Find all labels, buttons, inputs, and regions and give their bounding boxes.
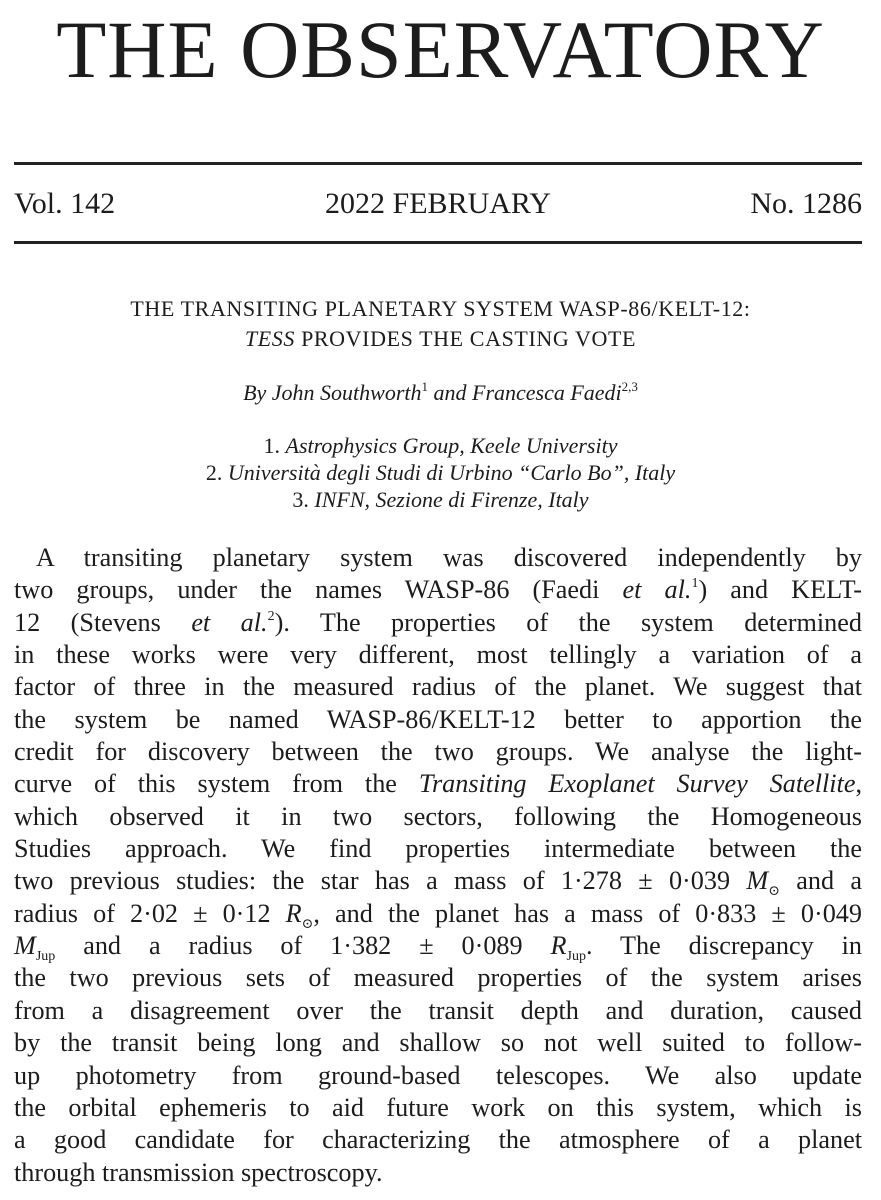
affiliation-number: 3.: [292, 487, 315, 512]
text-run: 12 (Stevens: [14, 607, 192, 637]
abstract-line: [14, 607, 862, 639]
abstract-line: credit for discovery between the two groups. We analyse the light-: [14, 737, 862, 767]
subscript: Jup: [566, 949, 586, 965]
top-rule: [14, 162, 862, 165]
ref-number: 1: [691, 576, 699, 592]
italic-run: M: [746, 866, 769, 896]
text-run: and a: [779, 866, 863, 896]
text-run: , and the planet has a mass of 0·833 ± 0·049: [313, 898, 862, 928]
affiliation-text: Astrophysics Group, Keele University: [285, 433, 618, 458]
text-run: curve of this system from the: [14, 769, 419, 799]
text-run: and a radius of 1·382 ± 0·089: [55, 931, 551, 961]
abstract-line: up photometry from ground-based telescopes. We also update: [14, 1060, 862, 1090]
author-2-affiliation: 2,3: [621, 379, 638, 394]
text-run: ). The properties of the system determined: [274, 607, 862, 637]
abstract-line: [14, 768, 862, 800]
abstract-line: in these works were very different, most tellingly a variation of a: [14, 640, 862, 670]
affiliation-2: [0, 459, 881, 486]
abstract-line: the orbital ephemeris to aid future work on this system, which is: [14, 1092, 862, 1122]
affiliation-text: Università degli Studi di Urbino “Carlo Bo”, Italy: [227, 460, 676, 485]
text-run: radius of 2·02 ± 0·12: [14, 898, 286, 928]
abstract-line: [14, 930, 863, 965]
byline-author-1: By John Southworth: [243, 380, 422, 405]
byline-author-2: and Francesca Faedi: [428, 380, 622, 405]
byline: [0, 378, 881, 408]
subscript: Jup: [35, 949, 56, 965]
abstract-line: the system be named WASP-86/KELT-12 better to apportion the: [14, 704, 862, 734]
affiliation-3: [0, 486, 881, 513]
affiliation-number: 2.: [205, 460, 228, 485]
abstract-line: factor of three in the measured radius of the planet. We suggest that: [14, 672, 862, 702]
abstract-line: A transiting planetary system was discovered independently by: [36, 543, 862, 572]
italic-run: Transiting Exoplanet Survey Satellite: [418, 769, 856, 799]
abstract-line: through transmission spectroscopy.: [14, 1157, 383, 1187]
italic-run: M: [14, 931, 36, 961]
italic-run: R: [550, 931, 567, 961]
text-run: two previous studies: the star has a mass of 1·278 ± 0·039: [14, 866, 747, 896]
issue-number: No. 1286: [750, 187, 862, 220]
article-title: [0, 294, 881, 354]
text-run: ,: [855, 769, 862, 799]
issue-date: 2022 FEBRUARY: [325, 187, 551, 220]
text-run: ) and KELT-: [698, 575, 862, 605]
abstract-line: which observed it in two sectors, following the Homogeneous: [14, 801, 862, 831]
sun-symbol: ⊙: [301, 916, 314, 932]
text-run: . The discrepancy in: [586, 931, 863, 961]
ref-number: 2: [267, 608, 275, 624]
bottom-rule: [14, 241, 862, 244]
title-tess: TESS: [244, 326, 295, 351]
abstract-line: [14, 865, 863, 900]
italic-run: R: [285, 898, 302, 928]
abstract-line: a good candidate for characterizing the atmosphere of a planet: [14, 1125, 862, 1155]
abstract-line: from a disagreement over the transit depth and duration, caused: [14, 995, 862, 1025]
italic-run: et al.: [622, 575, 692, 605]
italic-run: et al.: [191, 607, 268, 637]
affiliation-number: 1.: [263, 433, 286, 458]
issue-volume: Vol. 142: [14, 187, 116, 220]
abstract-line: [14, 898, 862, 930]
title-line-2: [0, 324, 881, 354]
title-line-2-rest: PROVIDES THE CASTING VOTE: [294, 326, 637, 351]
affiliation-text: INFN, Sezione di Firenze, Italy: [314, 487, 589, 512]
abstract-line: [14, 574, 862, 606]
abstract-line: Studies approach. We find properties intermediate between the: [14, 834, 862, 864]
affiliations: [0, 432, 881, 513]
issue-line: [14, 184, 862, 224]
journal-masthead: THE OBSERVATORY: [56, 4, 825, 95]
affiliation-1: [0, 432, 881, 459]
abstract: [14, 542, 862, 1189]
author-1-affiliation: 1: [421, 379, 428, 394]
title-line-1: THE TRANSITING PLANETARY SYSTEM WASP-86/KELT-12:: [130, 296, 751, 321]
abstract-line: by the transit being long and shallow so not well suited to follow-: [14, 1028, 862, 1058]
text-run: two groups, under the names WASP-86 (Faedi: [14, 575, 623, 605]
abstract-line: the two previous sets of measured properties of the system arises: [14, 963, 862, 993]
sun-symbol: ⊙: [768, 884, 780, 900]
